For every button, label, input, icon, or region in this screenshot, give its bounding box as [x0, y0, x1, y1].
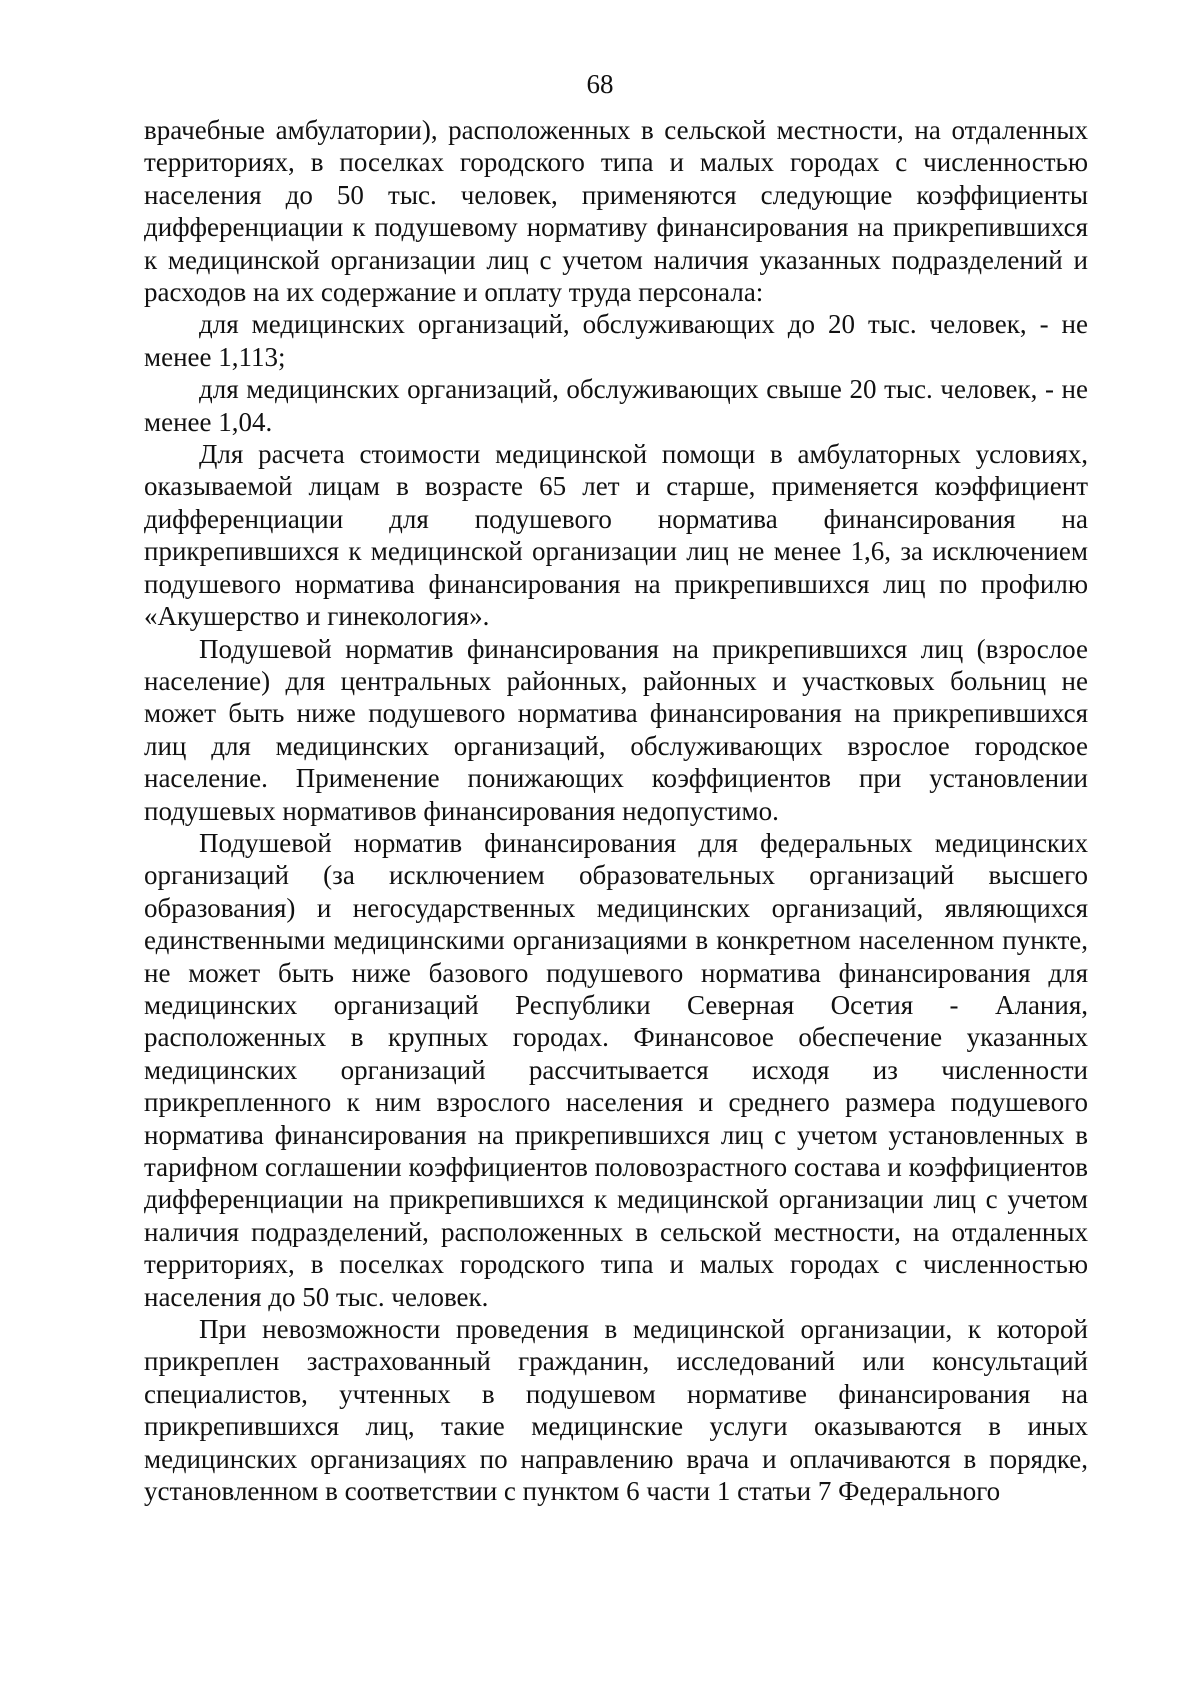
page-number: 68 — [586, 69, 614, 99]
paragraph-federal-organizations-norm: Подушевой норматив финансирования для федеральных медицинских организаций (за исключением образовательных организаций высшего образования) и негосударственных медицинских организаций, являющихся единственными медицинскими организациями в конкретном населенном пункте, не может быть ниже базового подушевого норматива финансирования для медицинских организаций Республики Северная Осетия - Алания, расположенных в крупных городах. Финансовое обеспечение указанных медицинских организаций рассчитывается исходя из численности прикрепленного к ним взрослого населения и среднего размера подушевого норматива финансирования на прикрепившихся лиц с учетом установленных в тарифном соглашении коэффициентов половозрастного состава и коэффициентов дифференциации на прикрепившихся к медицинской организации лиц с учетом наличия подразделений, расположенных в сельской местности, на отдаленных территориях, в поселках городского типа и малых городах с численностью населения до 50 тыс. человек. — [144, 827, 1088, 1312]
document-body — [144, 114, 1088, 1507]
paragraph-rural-hospitals-norm: Подушевой норматив финансирования на прикрепившихся лиц (взрослое население) для центральных районных, районных и участковых больниц не может быть ниже подушевого норматива финансирования на прикрепившихся лиц для медицинских организаций, обслуживающих взрослое городское население. Применение понижающих коэффициентов при установлении подушевых нормативов финансирования недопустимо. — [144, 633, 1088, 826]
paragraph-continuation: врачебные амбулатории), расположенных в сельской местности, на отдаленных территориях, в поселках городского типа и малых городах с численностью населения до 50 тыс. человек, применяются следующие коэффициенты дифференциации к подушевому нормативу финансирования на прикрепившихся к медицинской организации лиц с учетом наличия указанных подразделений и расходов на их содержание и оплату труда персонала: — [144, 115, 1088, 308]
paragraph-coefficient-over-20k: для медицинских организаций, обслуживающих свыше 20 тыс. человек, - не менее 1,04. — [144, 374, 1088, 437]
paragraph-referral-services: При невозможности проведения в медицинской организации, к которой прикреплен застрахованный гражданин, исследований или консультаций специалистов, учтенных в подушевом нормативе финансирования на прикрепившихся лиц, такие медицинские услуги оказываются в иных медицинских организациях по направлению врача и оплачиваются в порядке, установленном в соответствии с пунктом 6 части 1 статьи 7 Федерального — [144, 1314, 1088, 1507]
paragraph-age-65-coefficient: Для расчета стоимости медицинской помощи в амбулаторных условиях, оказываемой лицам в возрасте 65 лет и старше, применяется коэффициент дифференциации для подушевого норматива финансирования на прикрепившихся к медицинской организации лиц не менее 1,6, за исключением подушевого норматива финансирования на прикрепившихся лиц по профилю «Акушерство и гинекология». — [144, 439, 1088, 632]
paragraph-coefficient-up-to-20k: для медицинских организаций, обслуживающих до 20 тыс. человек, - не менее 1,113; — [144, 309, 1088, 372]
